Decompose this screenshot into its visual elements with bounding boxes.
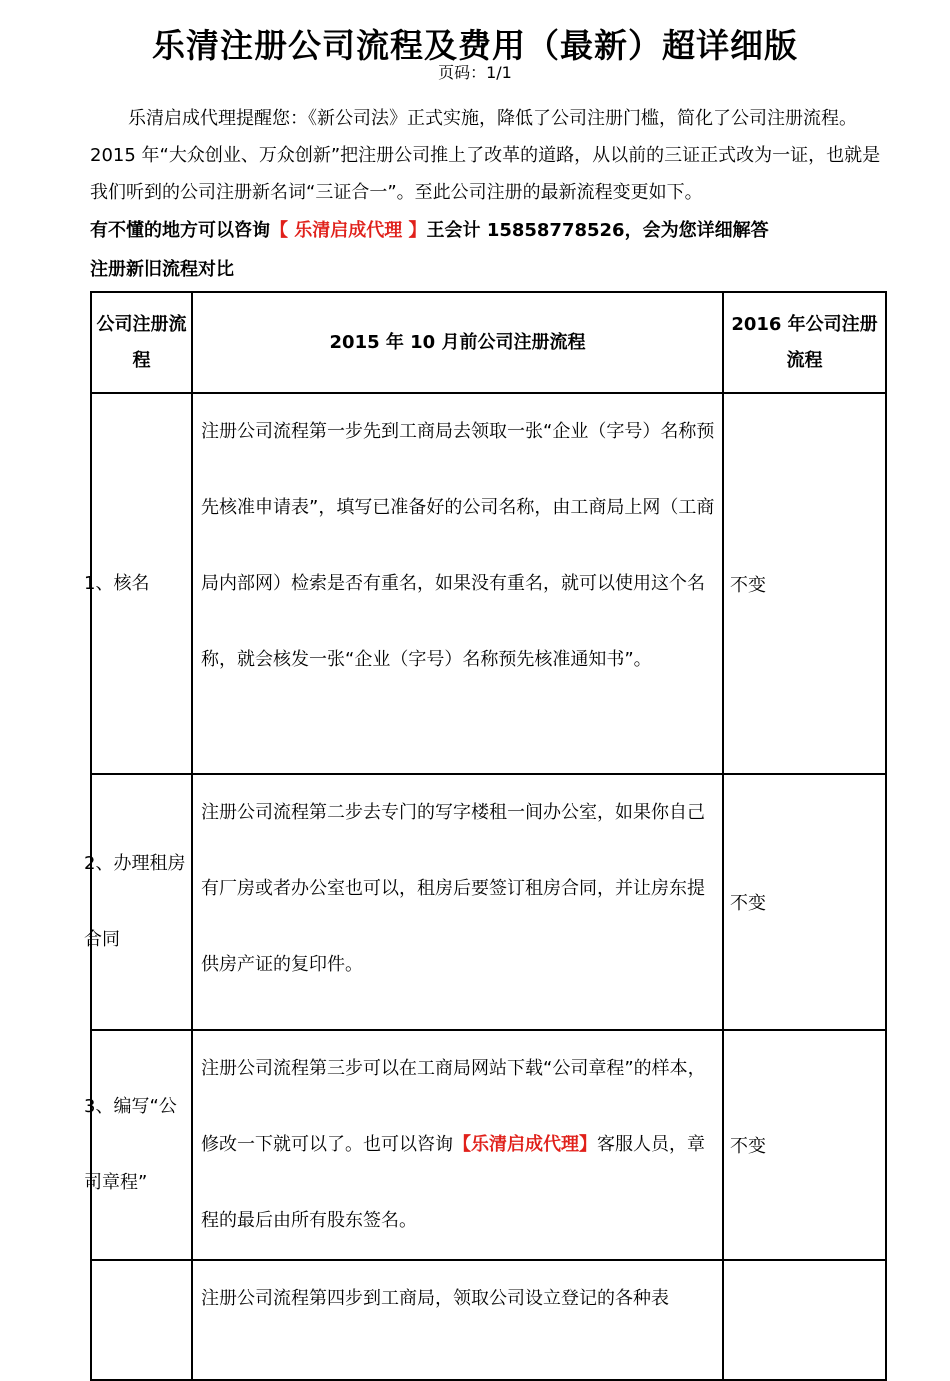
header-old-process: 2015 年 10 月前公司注册流程 <box>192 292 723 393</box>
step-label: 1、核名 <box>84 572 150 594</box>
header-step: 公司注册流程 <box>91 292 192 393</box>
step-cell <box>84 774 192 1030</box>
table-row <box>91 774 886 1030</box>
document-title: 乐清注册公司流程及费用（最新）超详细版 <box>152 26 798 65</box>
agency-name-inline: 【乐清启成代理】 <box>453 1134 597 1155</box>
new-process-cell: 不变 <box>723 1030 886 1260</box>
old-process-cell: 注册公司流程第四步到工商局，领取公司设立登记的各种表 <box>192 1260 723 1380</box>
step-cell <box>84 1030 192 1260</box>
table-header-row <box>91 292 886 393</box>
desc-text-before: 注册公司流程第三步可以在工商局网站下载“公司章程”的样本，修改一下就可以了。也可以咨询 <box>201 1058 706 1155</box>
desc-text-after: 客服人员，章程的最后由所有股东签名。 <box>201 1134 705 1231</box>
header-new-process: 2016 年公司注册流程 <box>723 292 886 393</box>
step-cell <box>84 393 192 774</box>
old-process-cell <box>192 1030 723 1260</box>
comparison-heading: 注册新旧流程对比 <box>90 259 234 280</box>
new-process-cell: 不变 <box>723 393 886 774</box>
table-row <box>91 1260 886 1380</box>
new-process-cell <box>723 1260 886 1380</box>
comparison-table <box>84 291 887 1381</box>
agency-name: 【 乐清启成代理 】 <box>270 220 427 241</box>
new-process-cell: 不变 <box>723 774 886 1030</box>
table-row <box>91 393 886 774</box>
intro-paragraph: 乐清启成代理提醒您：《新公司法》正式实施，降低了公司注册门槛，简化了公司注册流程。2015 年“大众创业、万众创新”把注册公司推上了改革的道路，从以前的三证正式改为一证，也就是我们听到的公司注册新名词“三证合一”。至此公司注册的最新流程变更如下。 <box>90 108 881 203</box>
old-process-cell: 注册公司流程第二步去专门的写字楼租一间办公室，如果你自己有厂房或者办公室也可以，租房后要签订租房合同，并让房东提供房产证的复印件。 <box>192 774 723 1030</box>
page-number: 页码：1/1 <box>438 63 512 82</box>
table-row <box>91 1030 886 1260</box>
old-process-cell: 注册公司流程第一步先到工商局去领取一张“企业（字号）名称预先核准申请表”，填写已准备好的公司名称，由工商局上网（工商局内部网）检索是否有重名，如果没有重名，就可以使用这个名称，就会核发一张“企业（字号）名称预先核准通知书”。 <box>192 393 723 774</box>
consult-suffix: 王会计 15858778526，会为您详细解答 <box>426 220 769 241</box>
step-label: 3、编写“公司章程” <box>84 1096 177 1193</box>
step-cell <box>91 1260 192 1380</box>
consult-line <box>90 216 769 242</box>
step-label: 2、办理租房合同 <box>84 853 186 950</box>
consult-prefix: 有不懂的地方可以咨询 <box>90 220 270 241</box>
